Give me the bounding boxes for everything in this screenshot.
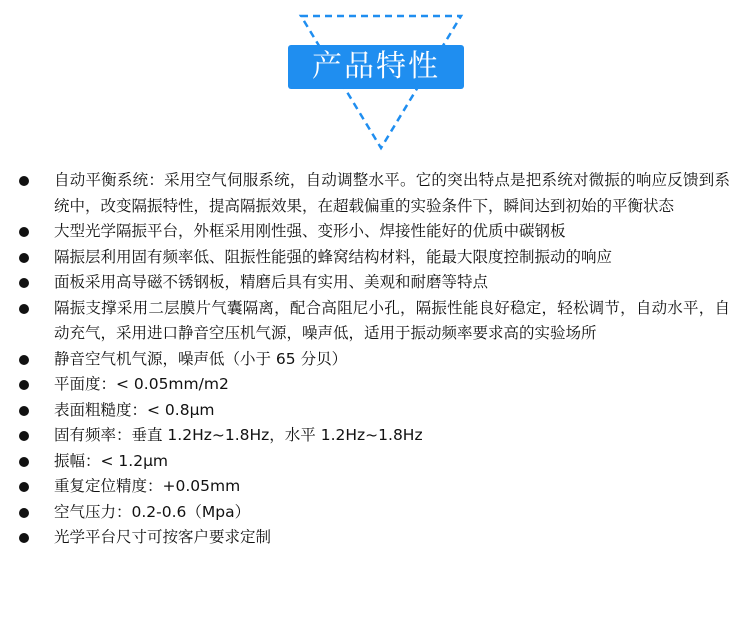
feature-text: 光学平台尺寸可按客户要求定制 bbox=[54, 528, 272, 546]
list-item bbox=[0, 398, 750, 424]
list-item bbox=[0, 500, 750, 526]
bullet-icon bbox=[19, 304, 29, 314]
list-item bbox=[0, 347, 750, 373]
feature-text: 空气压力：0.2-0.6（Mpa） bbox=[54, 502, 251, 521]
bullet-icon bbox=[19, 380, 29, 390]
feature-text: 固有频率：垂直 1.2Hz~1.8Hz，水平 1.2Hz~1.8Hz bbox=[54, 426, 423, 444]
feature-text: 静音空气机气源，噪声低（小于 65 分贝） bbox=[54, 349, 348, 368]
feature-text: 重复定位精度：+0.05mm bbox=[54, 477, 241, 495]
list-item bbox=[0, 474, 750, 500]
feature-text: 自动平衡系统：采用空气伺服系统，自动调整水平。它的突出特点是把系统对微振的响应反馈到系统中，改变隔振特性，提高隔振效果，在超载偏重的实验条件下，瞬间达到初始的平衡状态 bbox=[54, 171, 730, 215]
list-item bbox=[0, 423, 750, 449]
bullet-icon bbox=[19, 176, 29, 186]
bullet-icon bbox=[19, 406, 29, 416]
list-item bbox=[0, 296, 750, 347]
feature-text: 隔振层利用固有频率低、阻振性能强的蜂窝结构材料，能最大限度控制振动的响应 bbox=[54, 247, 613, 266]
feature-list bbox=[0, 168, 750, 551]
page-title: 产品特性 bbox=[312, 49, 440, 84]
bullet-icon bbox=[19, 355, 29, 365]
feature-text: 大型光学隔振平台，外框采用刚性强、变形小、焊接性能好的优质中碳钢板 bbox=[54, 222, 566, 240]
list-item bbox=[0, 168, 750, 219]
list-item bbox=[0, 449, 750, 475]
feature-text: 隔振支撑采用二层膜片气囊隔离，配合高阻尼小孔，隔振性能良好稳定，轻松调节，自动水平，自动充气，采用进口静音空压机气源，噪声低，适用于振动频率要求高的实验场所 bbox=[54, 298, 730, 342]
feature-text: 面板采用高导磁不锈钢板，精磨后具有实用、美观和耐磨等特点 bbox=[54, 273, 489, 291]
list-item bbox=[0, 372, 750, 398]
bullet-icon bbox=[19, 227, 29, 237]
bullet-icon bbox=[19, 278, 29, 288]
feature-text: 平面度：< 0.05mm/m2 bbox=[54, 375, 229, 393]
bullet-icon bbox=[19, 253, 29, 263]
title-banner bbox=[288, 45, 464, 89]
bullet-icon bbox=[19, 533, 29, 543]
list-item bbox=[0, 525, 750, 551]
list-item bbox=[0, 270, 750, 296]
header bbox=[0, 0, 750, 155]
feature-text: 表面粗糙度：< 0.8μm bbox=[54, 400, 215, 419]
feature-text: 振幅：< 1.2μm bbox=[54, 451, 169, 470]
bullet-icon bbox=[19, 482, 29, 492]
list-item bbox=[0, 219, 750, 245]
bullet-icon bbox=[19, 508, 29, 518]
list-item bbox=[0, 245, 750, 271]
bullet-icon bbox=[19, 431, 29, 441]
bullet-icon bbox=[19, 457, 29, 467]
